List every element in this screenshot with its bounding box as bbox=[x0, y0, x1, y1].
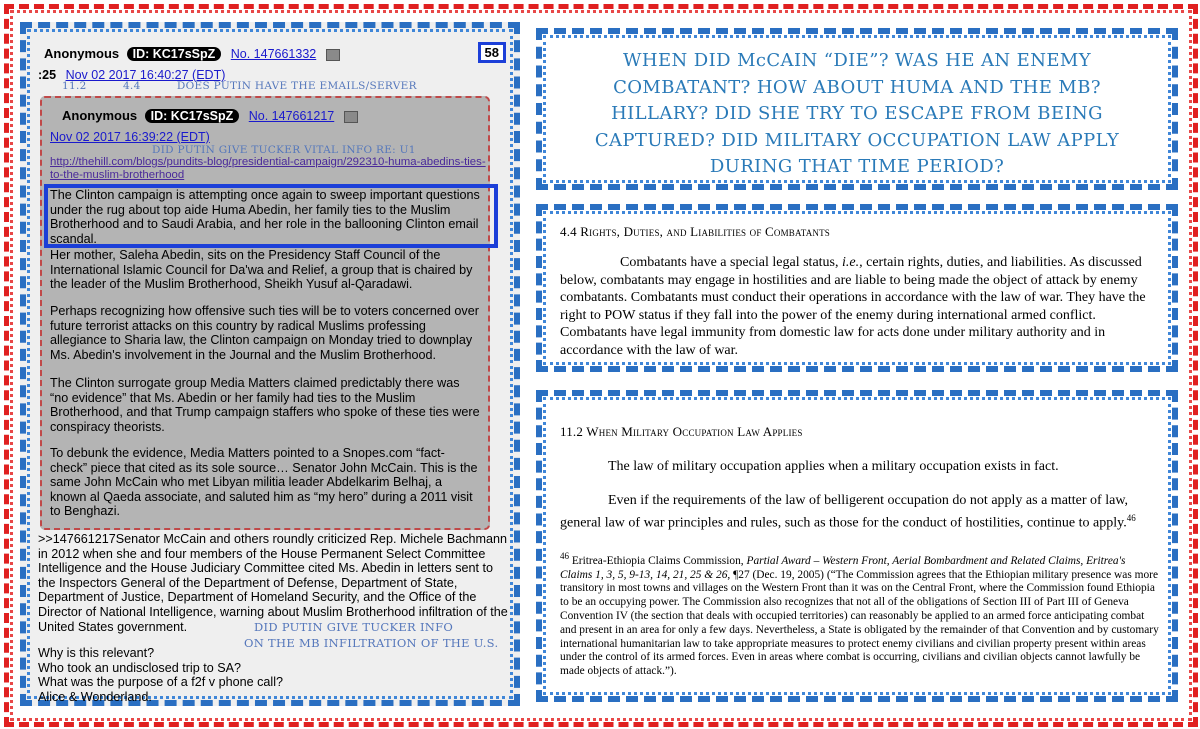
quoted-poster-id-badge[interactable]: ID: KC17sSpZ bbox=[145, 109, 240, 123]
quoted-post bbox=[40, 96, 490, 530]
poster-id-badge[interactable]: ID: KC17sSpZ bbox=[127, 47, 222, 61]
body-text-a: Combatants have a special legal status, bbox=[620, 255, 842, 270]
footnote-46 bbox=[560, 550, 1160, 679]
question-item: What was the purpose of a f2f v phone call? bbox=[38, 675, 284, 690]
reply-count-badge: 58 bbox=[478, 42, 506, 63]
quoted-timestamp bbox=[50, 130, 210, 144]
section-4-4-body bbox=[560, 254, 1160, 359]
file-icon[interactable] bbox=[326, 49, 340, 61]
quoted-paragraph-2: Her mother, Saleha Abedin, sits on the Presidency Staff Council of the International Islamic Council for Da'wa and Relief, a group that is chaired by the leader of the Muslim Brotherhood, Sheikh Yusuf al-Qaradawi. bbox=[50, 248, 473, 292]
footnote-text-a: Eritrea-Ethiopia Claims Commission, bbox=[569, 554, 747, 567]
question-item: Who took an undisclosed trip to SA? bbox=[38, 660, 242, 675]
section-4-4-box bbox=[536, 204, 1178, 372]
section-4-4-heading: 4.4 Rights, Duties, and Liabilities of Combatants bbox=[560, 224, 830, 239]
headline-box bbox=[536, 28, 1178, 190]
reply-text: >>147661217Senator McCain and others roundly criticized Rep. Michele Bachmann in 2012 when she and four members of the House Permanent Select Committee Intelligence and the House Judiciary Committee cited Ms. Abedin in letters sent to the Inspectors General of the Department of Defense, Department of State, Department of Justice, Department of Homeland Security, and the Office of the Director of National Intelligence, warning about Muslim Brotherhood infiltration of the United States government. bbox=[38, 532, 508, 634]
quoted-timestamp-link[interactable]: Nov 02 2017 16:39:22 (EDT) bbox=[50, 130, 210, 144]
quoted-paragraph-1: The Clinton campaign is attempting once again to sweep important questions under the rug about top aide Huma Abedin, her family ties to the Muslim Brotherhood and to Saudi Arabia, and her role in the ballooning Clinton email scandal. bbox=[50, 188, 480, 246]
section-11-2-paragraph-2 bbox=[560, 492, 1160, 532]
headline-text: WHEN DID McCAIN “DIE”? WAS HE AN ENEMY COMBATANT? HOW ABOUT HUMA AND THE MB? HILLARY? DID SHE TRY TO ESCAPE FROM BEING CAPTURED? DID MILITARY OCCUPATION LAW APPLY DURING THAT TIME PERIOD? bbox=[594, 50, 1120, 177]
post-header bbox=[44, 46, 514, 64]
quoted-paragraph-5: To debunk the evidence, Media Matters pointed to a Snopes.com “fact-check” piece that cited as its sole source… Senator John McCain. This is the same John McCain who met Libyan militia leader Abdelkarim Belhaj, a known al Qaeda associate, and saluted him as “my hero” during a 2011 visit to Benghazi. bbox=[50, 446, 478, 519]
post-panel bbox=[20, 22, 520, 706]
section-11-2-paragraph-1: The law of military occupation applies when a military occupation exists in fact. bbox=[608, 459, 1059, 474]
footnote-number: 46 bbox=[560, 551, 569, 561]
footnote-case-title: Partial Award – Western Front, Aerial Bombardment and Related Claims, Eritrea's Claims 1, 3, 5, 9-13, 14, 21, 25 & 26 bbox=[560, 554, 1126, 581]
handwritten-note-mb-2: ON THE MB INFILTRATION OF THE U.S. bbox=[244, 636, 499, 650]
body-text-ie: i.e., bbox=[842, 255, 863, 270]
quoted-file-icon[interactable] bbox=[344, 111, 358, 123]
handwritten-note-quote: DID PUTIN GIVE TUCKER VITAL INFO RE: U1 bbox=[152, 144, 416, 156]
post-timestamp-link[interactable]: Nov 02 2017 16:40:27 (EDT) bbox=[65, 68, 226, 82]
question-item: Alice & Wonderland. bbox=[38, 689, 152, 704]
handwritten-note-mb-1: DID PUTIN GIVE TUCKER INFO bbox=[254, 620, 454, 634]
body-text-b: certain rights, duties, and liabilities. As discussed below, combatants may engage in hostilities and are liable to being made the object of attack by enemy combatants. Combatants must conduct their operations in accordance with the law of war. They have the right to POW status if they fall into the power of the enemy during international armed conflict. Combatants have legal immunity from domestic law for acts done under military authority and in accordance with the law of war. bbox=[560, 255, 1146, 358]
article-link[interactable]: http://thehill.com/blogs/pundits-blog/presidential-campaign/292310-huma-abedins-ties-to-the-muslim-brotherhood bbox=[50, 156, 486, 181]
section-11-2-heading: 11.2 When Military Occupation Law Applies bbox=[560, 424, 803, 439]
highlight-box bbox=[44, 184, 498, 248]
post-number-link[interactable]: No. 147661332 bbox=[230, 47, 317, 61]
quoted-paragraph-3: Perhaps recognizing how offensive such ties will be to voters concerned over future terrorist attacks on this country by radical Muslims professing allegiance to Sharia law, the Clinton campaign on Monday tried to downplay Ms. Abedin's involvement in the Journal and the Muslim Brotherhood. bbox=[50, 304, 479, 362]
quoted-url bbox=[50, 156, 486, 182]
poster-name: Anonymous bbox=[44, 46, 120, 61]
quoted-paragraph-4: The Clinton surrogate group Media Matters claimed predictably there was “no evidence” that Ms. Abedin or her family had ties to the Muslim Brotherhood, and that Trump campaign staffers who spoke of these ties were conspiracy theorists. bbox=[50, 376, 480, 434]
quoted-post-number-link[interactable]: No. 147661217 bbox=[248, 109, 335, 123]
footnote-text-b: , ¶27 (Dec. 19, 2005) (“The Commission agrees that the Ethiopian military presence was more transitory in most towns and villages on the Western Front than it was on the Central Front, where the Commission found Ethiopia to be an occupying power. The Commission also recognizes that not all of the obligations of Section III of Part III of Geneva Convention IV (the section that deals with occupied territories) can reasonably be applied to an armed force anticipating combat and present in an area for only a few days. Nevertheless, a State is obligated by the remainder of that Convention and by customary international humanitarian law to take appropriate measures to protect enemy civilians and civilian property present within areas under the control of its armed forces. Even in areas where combat is occurring, civilians and civilian objects cannot lawfully be made objects of attack.”). bbox=[560, 568, 1159, 678]
quoted-header bbox=[62, 108, 482, 123]
section-11-2-box bbox=[536, 390, 1178, 702]
time-prefix: :25 bbox=[38, 68, 57, 82]
footnote-ref: 46 bbox=[1126, 512, 1136, 523]
question-list bbox=[38, 646, 508, 704]
handwritten-note-top: 11.2 4.4 DOES PUTIN HAVE THE EMAILS/SERVER bbox=[62, 80, 417, 92]
paragraph-2-text: Even if the requirements of the law of belligerent occupation do not apply as a matter of law, general law of war principles and rules, such as those for the conduct of hostilities, continue to apply. bbox=[560, 493, 1129, 531]
quoted-poster-name: Anonymous bbox=[62, 108, 138, 123]
question-item: Why is this relevant? bbox=[38, 646, 155, 660]
